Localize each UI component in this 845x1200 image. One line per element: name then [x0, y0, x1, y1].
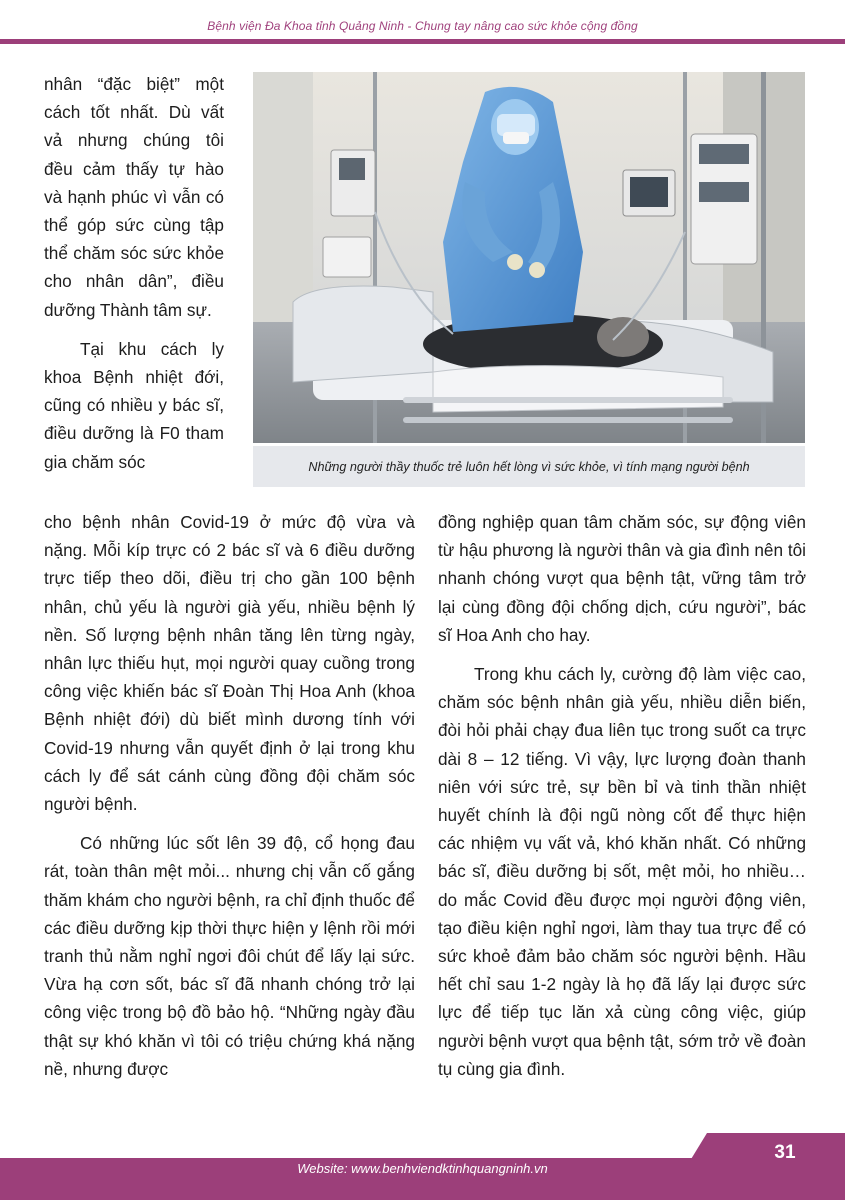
paragraph: cho bệnh nhân Covid-19 ở mức độ vừa và nặng. Mỗi kíp trực có 2 bác sĩ và 6 điều dưỡng trực tiếp theo dõi, điều trị cho gần 100 bệnh nhân, chủ yếu là người già yếu, nhiều bệnh lý nền. Số lượng bệnh nhân tăng lên từng ngày, nhân lực thiếu hụt, mọi người quay cuồng trong công việc khiến bác sĩ Đoàn Thị Hoa Anh (khoa Bệnh nhiệt đới) dù biết mình dương tính với Covid-19 nhưng vẫn quyết định ở lại trong khu cách ly để sát cánh cùng đồng đội chăm sóc người bệnh.: [44, 512, 415, 815]
running-header: Bệnh viện Đa Khoa tỉnh Quảng Ninh - Chung tay nâng cao sức khỏe cộng đồng: [207, 19, 638, 33]
hospital-ward-photo: [253, 72, 805, 443]
caption-text: Những người thầy thuốc trẻ luôn hết lòng vì sức khỏe, vì tính mạng người bệnh: [308, 459, 750, 474]
footer-website: Website: www.benhviendktinhquangninh.vn: [297, 1161, 548, 1176]
narrow-column: [44, 70, 224, 476]
paragraph: Có những lúc sốt lên 39 độ, cổ họng đau rát, toàn thân mệt mỏi... nhưng chị vẫn cố gắng thăm khám cho người bệnh, ra chỉ định thuốc để các điều dưỡng kịp thời thực hiện y lệnh rồi mới tranh thủ nằm nghỉ ngơi đôi chút để lấy lại sức. Vừa hạ cơn sốt, bác sĩ đã nhanh chóng trở lại công việc trong bộ đồ bảo hộ. “Những ngày đầu thật sự khó khăn vì tôi có triệu chứng khá nặng nề, nhưng được: [44, 833, 415, 1079]
photo-caption: [253, 446, 805, 487]
page-number: 31: [774, 1142, 796, 1163]
photo-illustration: [253, 72, 805, 443]
paragraph: nhân “đặc biệt” một cách tốt nhất. Dù vất vả nhưng chúng tôi đều cảm thấy tự hào và hạnh phúc vì vẫn có thể góp sức cùng tập thể chăm sóc sức khỏe cho nhân dân”, điều dưỡng Thành tâm sự.: [44, 74, 224, 320]
paragraph: Tại khu cách ly khoa Bệnh nhiệt đới, cũng có nhiều y bác sĩ, điều dưỡng là F0 tham gia chăm sóc: [44, 338, 224, 472]
header-rule: [0, 39, 845, 44]
paragraph: đồng nghiệp quan tâm chăm sóc, sự động viên từ hậu phương là người thân và gia đình nên tôi nhanh chóng vượt qua bệnh tật, vững tâm trở lại cùng đồng đội chống dịch, cứu người”, bác sĩ Hoa Anh cho hay.: [438, 512, 806, 645]
right-column: [438, 508, 806, 1083]
left-column: [44, 508, 415, 1083]
paragraph: Trong khu cách ly, cường độ làm việc cao, chăm sóc bệnh nhân già yếu, nhiều diễn biến, đòi hỏi phải chạy đua liên tục trong suốt ca trực dài 8 – 12 tiếng. Vì vậy, lực lượng đoàn thanh niên với sức trẻ, sự bền bỉ và tinh thần nhiệt huyết chính là đội ngũ nòng cốt để thực hiện các nhiệm vụ vất vả, khó khăn nhất. Có những bác sĩ, điều dưỡng bị sốt, mệt mỏi, ho nhiều… do mắc Covid đều được mọi người động viên, tạo điều kiện nghỉ ngơi, làm thay tua trực để có sức khoẻ đảm bảo chăm sóc người bệnh. Hầu hết chỉ sau 1-2 ngày là họ đã lấy lại được sức lực để tiếp tục lăn xả cùng công việc, giúp người bệnh vượt qua bệnh tật, sớm trở về đoàn tụ cùng gia đình.: [438, 664, 806, 1079]
